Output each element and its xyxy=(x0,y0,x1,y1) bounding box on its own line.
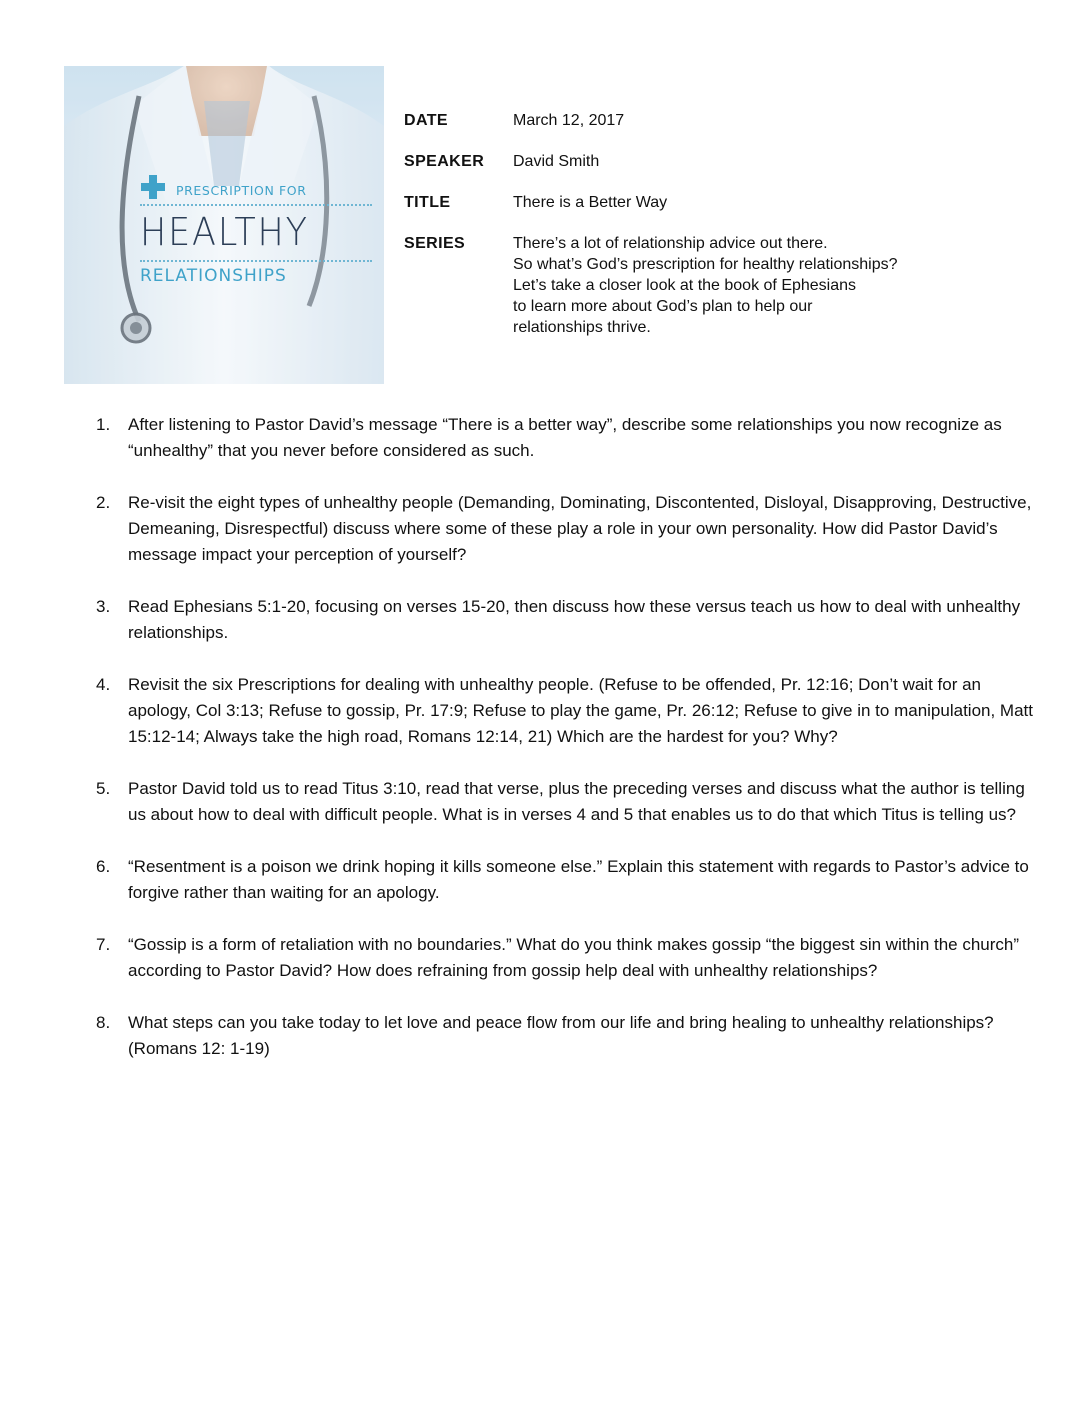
question-number: 1. xyxy=(96,415,111,434)
question-item xyxy=(96,776,1036,828)
logo-line-healthy: HEALTHY xyxy=(140,210,309,254)
logo-line-relationships: RELATIONSHIPS xyxy=(140,266,287,286)
question-number: 8. xyxy=(96,1013,111,1032)
question-text: Re-visit the eight types of unhealthy people (Demanding, Dominating, Discontented, Disloyal, Disapproving, Destructive, Demeaning, Disrespectful) discuss where some of these play a role in your own personality. How did Pastor David’s message impact your perception of yourself? xyxy=(128,493,1032,564)
sermon-info xyxy=(404,110,898,358)
question-number: 6. xyxy=(96,857,111,876)
date-value: March 12, 2017 xyxy=(513,112,625,129)
logo-divider-bottom xyxy=(140,260,372,262)
series-label: SERIES xyxy=(404,235,466,252)
question-text: What steps can you take today to let love and peace flow from our life and bring healing to unhealthy relationships? (Romans 12: 1-19) xyxy=(128,1013,994,1058)
question-number: 2. xyxy=(96,493,111,512)
speaker-label: SPEAKER xyxy=(404,153,485,170)
speaker-value: David Smith xyxy=(513,153,600,170)
question-text: After listening to Pastor David’s message “There is a better way”, describe some relationships you now recognize as “unhealthy” that you never before considered as such. xyxy=(128,415,1002,460)
question-item xyxy=(96,1010,1036,1062)
question-number: 4. xyxy=(96,675,111,694)
question-text: “Gossip is a form of retaliation with no boundaries.” What do you think makes gossip “the biggest sin within the church” according to Pastor David? How does refraining from gossip help deal with unhealthy relationships? xyxy=(128,935,1020,980)
discussion-questions xyxy=(96,412,1036,1088)
question-number: 5. xyxy=(96,779,111,798)
logo-divider-top xyxy=(140,204,372,206)
question-item xyxy=(96,594,1036,646)
question-item xyxy=(96,854,1036,906)
question-number: 3. xyxy=(96,597,111,616)
question-text: “Resentment is a poison we drink hoping it kills someone else.” Explain this statement with regards to Pastor’s advice to forgive rather than waiting for an apology. xyxy=(128,857,1029,902)
question-number: 7. xyxy=(96,935,111,954)
question-text: Pastor David told us to read Titus 3:10, read that verse, plus the preceding verses and discuss what the author is telling us about how to deal with difficult people. What is in verses 4 and 5 that enables us to do that which Titus is telling us? xyxy=(128,779,1025,824)
series-row xyxy=(404,233,898,338)
question-text: Read Ephesians 5:1-20, focusing on verses 15-20, then discuss how these versus teach us how to deal with unhealthy relationships. xyxy=(128,597,1021,642)
date-row xyxy=(404,110,898,131)
speaker-row xyxy=(404,151,898,172)
question-text: Revisit the six Prescriptions for dealing with unhealthy people. (Refuse to be offended, Pr. 12:16; Don’t wait for an apology, Col 3:13; Refuse to gossip, Pr. 17:9; Refuse to play the game, Pr. 26:12; Refuse to give in to manipulation, Matt 15:12-14; Always take the high road, Romans 12:14, 21) Which are the hardest for you? Why? xyxy=(128,675,1033,746)
logo-line-prescription: PRESCRIPTION FOR xyxy=(176,183,307,198)
series-value: There’s a lot of relationship advice out there. So what’s God’s prescription for healthy relationships? Let’s take a closer look at the book of Ephesians to learn more about God’s plan to help our relationships thrive. xyxy=(513,235,898,336)
question-item xyxy=(96,412,1036,464)
title-value: There is a Better Way xyxy=(513,194,668,211)
question-item xyxy=(96,490,1036,568)
series-artwork xyxy=(64,66,384,384)
title-row xyxy=(404,192,898,213)
date-label: DATE xyxy=(404,112,448,129)
medical-cross-icon xyxy=(140,174,166,200)
question-item xyxy=(96,672,1036,750)
title-label: TITLE xyxy=(404,194,451,211)
question-item xyxy=(96,932,1036,984)
